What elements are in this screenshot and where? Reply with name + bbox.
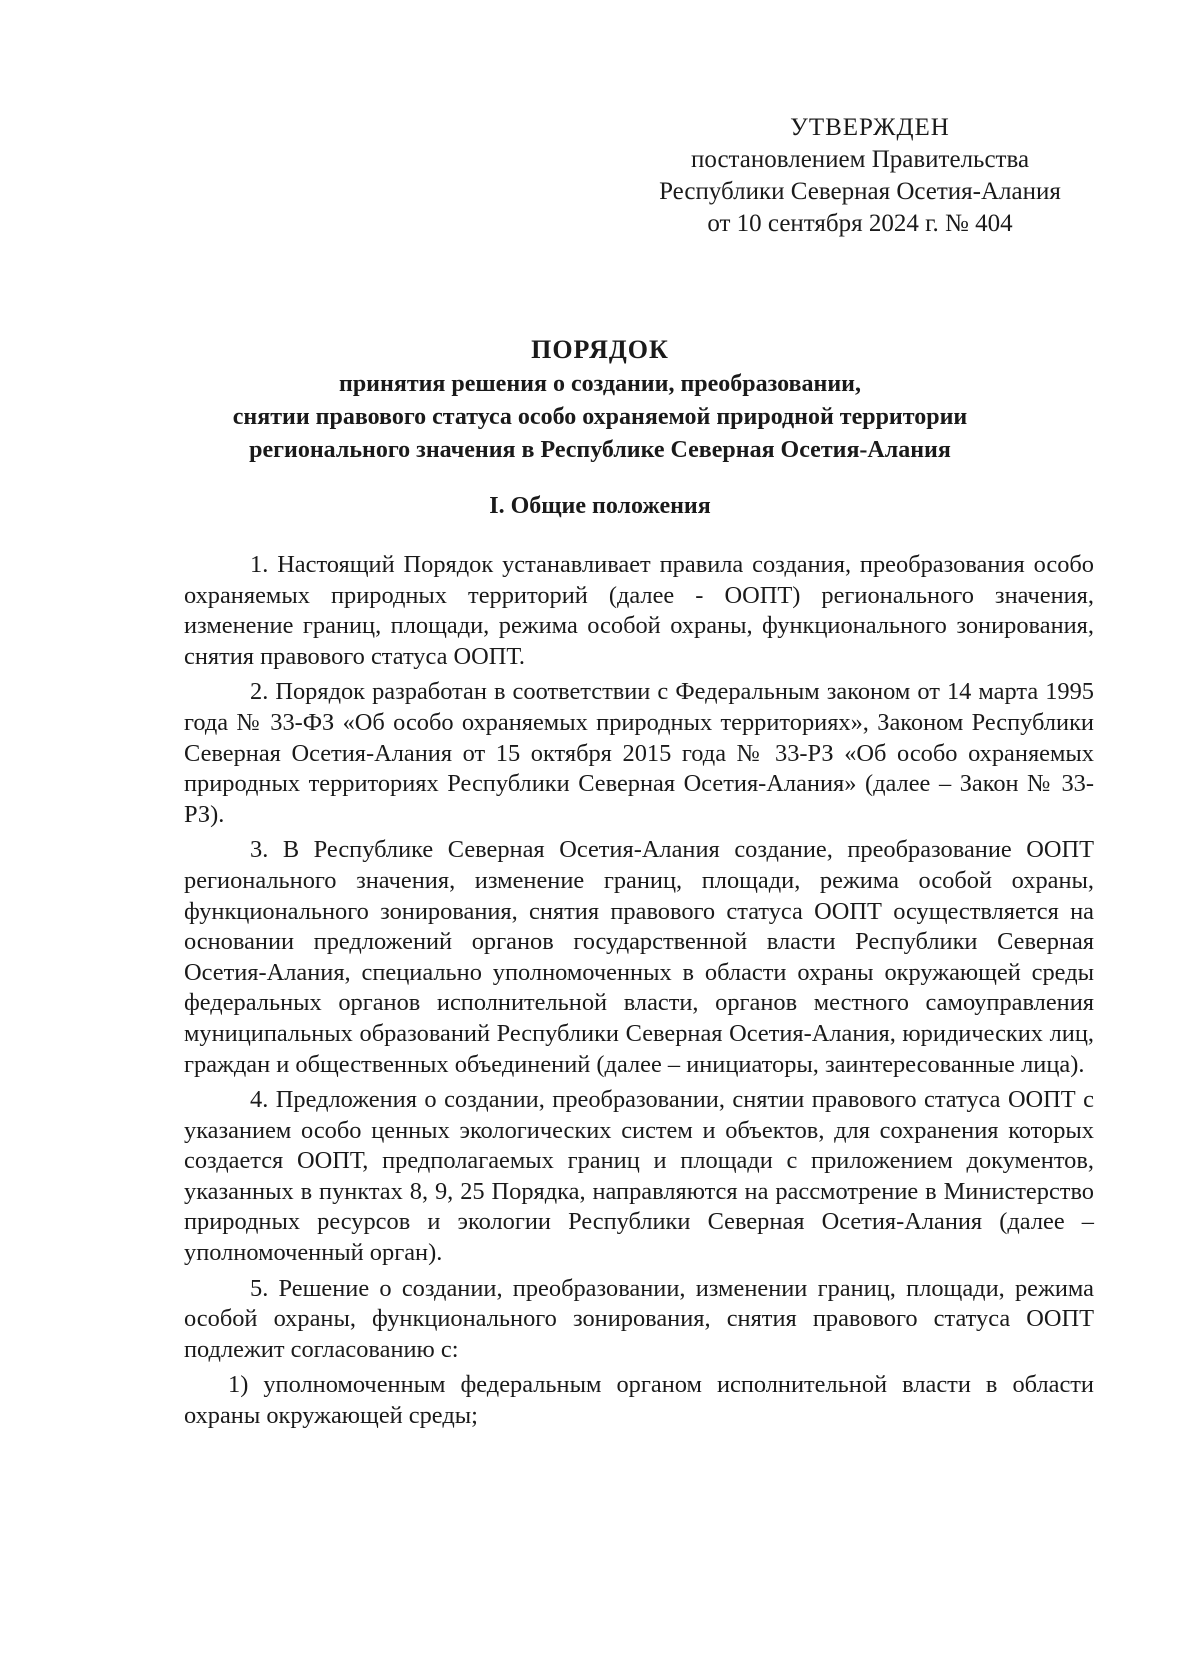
section-title: I. Общие положения [489, 493, 711, 519]
paragraph-5-item-1: 1) уполномоченным федеральным органом исполнительной власти в области охраны окружающей среды; [184, 1371, 1094, 1430]
document-heading [150, 333, 1050, 467]
approval-title: УТВЕРЖДЕН [790, 114, 950, 141]
approval-line-3: от 10 сентября 2024 г. № 404 [707, 210, 1013, 237]
paragraph-1: 1. Настоящий Порядок устанавливает правила создания, преобразования особо охраняемых природных территорий (далее - ООПТ) регионального значения, изменение границ, площади, режима особой охраны, функционального зонирования, снятия правового статуса ООПТ. [184, 551, 1094, 670]
document-subtitle-line-3: регионального значения в Республике Северная Осетия-Алания [249, 437, 951, 463]
approval-line-1: постановлением Правительства [690, 146, 1030, 173]
document-title: ПОРЯДОК [531, 335, 669, 364]
paragraph-2: 2. Порядок разработан в соответствии с Федеральным законом от 14 марта 1995 года № 33-ФЗ «Об особо охраняемых природных территориях», Законом Республики Северная Осетия-Алания от 15 октября 2015 года № 33-РЗ «Об особо охраняемых природных территориях Республики Северная Осетия-Алания» (далее – Закон № 33-РЗ). [184, 678, 1094, 828]
document-body [184, 550, 1094, 1437]
document-subtitle-line-1: принятия решения о создании, преобразовании, [339, 371, 861, 397]
approval-block [600, 112, 1120, 240]
paragraph-4: 4. Предложения о создании, преобразовании, снятии правового статуса ООПТ с указанием особо ценных экологических систем и объектов, для сохранения которых создается ООПТ, предполагаемых границ и площади с приложением документов, указанных в пунктах 8, 9, 25 Порядка, направляются на рассмотрение в Министерство природных ресурсов и экологии Республики Северная Осетия-Алания (далее – уполномоченный орган). [184, 1086, 1094, 1267]
paragraph-3: 3. В Республике Северная Осетия-Алания создание, преобразование ООПТ регионального значения, изменение границ, площади, режима особой охраны, функционального зонирования, снятия правового статуса ООПТ осуществляется на основании предложений органов государственной власти Республики Северная Осетия-Алания, специально уполномоченных в области охраны окружающей среды федеральных органов исполнительной власти, органов местного самоуправления муниципальных образований Республики Северная Осетия-Алания, юридических лиц, граждан и общественных объединений (далее – инициаторы, заинтересованные лица). [184, 836, 1094, 1078]
paragraph-5: 5. Решение о создании, преобразовании, изменении границ, площади, режима особой охраны, функционального зонирования, снятия правового статуса ООПТ подлежит согласованию с: [184, 1274, 1094, 1363]
document-subtitle-line-2: снятии правового статуса особо охраняемой природной территории [232, 404, 968, 430]
approval-line-2: Республики Северная Осетия-Алания [659, 178, 1061, 205]
